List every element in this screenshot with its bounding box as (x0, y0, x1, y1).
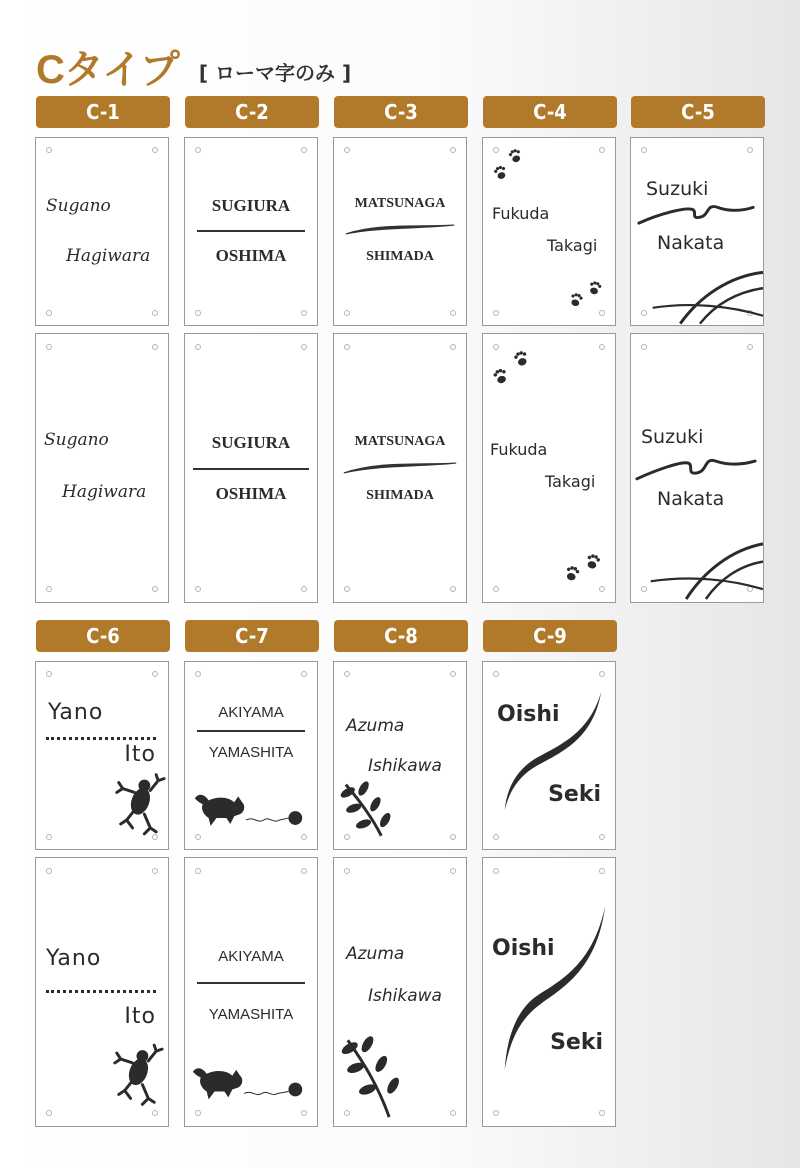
mounting-hole (301, 344, 307, 350)
swirl-ornament (631, 334, 763, 602)
type-label-c3: C-3 (334, 96, 468, 128)
mounting-hole (152, 147, 158, 153)
surname-1: MATSUNAGA (354, 196, 446, 211)
paw-icon (483, 334, 615, 602)
leaf-icon (334, 662, 466, 849)
mounting-hole (46, 586, 52, 592)
nameplate-c1-small (35, 137, 169, 326)
mounting-hole (195, 147, 201, 153)
surname-2: YAMASHITA (208, 1006, 294, 1023)
mounting-hole (152, 344, 158, 350)
surname-1: Oishi (492, 936, 555, 961)
surname-2: YAMASHITA (208, 744, 294, 761)
surname-2: Ishikawa (368, 756, 442, 776)
title-main: Cタイプ (36, 48, 179, 92)
surname-1: Oishi (497, 702, 560, 727)
surname-2: Ito (124, 742, 156, 767)
surname-2: Seki (550, 1030, 603, 1055)
nameplate-c6-small (35, 661, 169, 850)
nameplate-c2-small (184, 137, 318, 326)
nameplate-c5-large (630, 333, 764, 603)
curve-ornament (483, 858, 615, 1126)
curve-ornament (483, 662, 615, 849)
surname-1: Azuma (346, 944, 405, 964)
type-label-c1: C-1 (36, 96, 170, 128)
nameplate-c4-small (482, 137, 616, 326)
surname-1: Yano (46, 946, 102, 971)
surname-2: Takagi (547, 236, 598, 255)
mounting-hole (301, 586, 307, 592)
surname-1: Sugano (46, 196, 111, 216)
frog-icon (36, 858, 168, 1126)
surname-2: Nakata (657, 488, 725, 510)
surname-2: Hagiwara (66, 246, 151, 266)
nameplate-c8-small (333, 661, 467, 850)
nameplate-c7-small (184, 661, 318, 850)
surname-2: Seki (548, 782, 601, 807)
surname-1: Azuma (346, 716, 405, 736)
surname-1: SUGIURA (211, 433, 291, 452)
surname-2: OSHIMA (215, 246, 287, 265)
mounting-hole (152, 310, 158, 316)
mounting-hole (301, 310, 307, 316)
nameplate-c2-large (184, 333, 318, 603)
cat-icon (185, 662, 317, 849)
mounting-hole (195, 310, 201, 316)
surname-1: SUGIURA (211, 196, 291, 215)
surname-2: Ito (124, 1004, 156, 1029)
nameplate-c5-small (630, 137, 764, 326)
type-label-c2: C-2 (185, 96, 319, 128)
divider-line (193, 468, 309, 470)
surname-1: AKIYAMA (218, 948, 284, 965)
divider-line (197, 230, 305, 232)
surname-1: Suzuki (641, 426, 704, 448)
nameplate-c9-small (482, 661, 616, 850)
surname-1: MATSUNAGA (354, 434, 446, 449)
nameplate-c3-small (333, 137, 467, 326)
mounting-hole (301, 147, 307, 153)
mounting-hole (195, 586, 201, 592)
type-label-c4: C-4 (483, 96, 617, 128)
nameplate-c7-large (184, 857, 318, 1127)
mounting-hole (152, 586, 158, 592)
type-label-c7: C-7 (185, 620, 319, 652)
surname-1: Fukuda (492, 204, 550, 223)
type-label-c9: C-9 (483, 620, 617, 652)
surname-1: Sugano (44, 430, 109, 450)
surname-1: Yano (48, 700, 104, 725)
surname-2: Takagi (545, 472, 596, 491)
title-subtitle: [ ローマ字のみ ] (198, 61, 352, 85)
page-title (36, 40, 351, 90)
mounting-hole (46, 344, 52, 350)
mounting-hole (195, 344, 201, 350)
type-label-c8: C-8 (334, 620, 468, 652)
wave-ornament (334, 334, 466, 602)
surname-2: Hagiwara (62, 482, 147, 502)
surname-2: SHIMADA (366, 249, 434, 264)
cat-icon (185, 858, 317, 1126)
surname-1: Fukuda (490, 440, 548, 459)
nameplate-c9-large (482, 857, 616, 1127)
surname-2: Nakata (657, 232, 725, 254)
surname-1: Suzuki (646, 178, 709, 200)
surname-2: Ishikawa (368, 986, 442, 1006)
wave-ornament (334, 138, 466, 325)
leaf-icon (334, 858, 466, 1126)
nameplate-c8-large (333, 857, 467, 1127)
mounting-hole (46, 310, 52, 316)
nameplate-c3-large (333, 333, 467, 603)
surname-2: OSHIMA (215, 484, 287, 503)
paw-icon (483, 138, 615, 325)
surname-1: AKIYAMA (218, 704, 284, 721)
surname-2: SHIMADA (366, 488, 434, 503)
nameplate-c1-large (35, 333, 169, 603)
type-label-c6: C-6 (36, 620, 170, 652)
nameplate-c6-large (35, 857, 169, 1127)
nameplate-c4-large (482, 333, 616, 603)
mounting-hole (46, 147, 52, 153)
type-label-c5: C-5 (631, 96, 765, 128)
frog-icon (36, 662, 168, 849)
